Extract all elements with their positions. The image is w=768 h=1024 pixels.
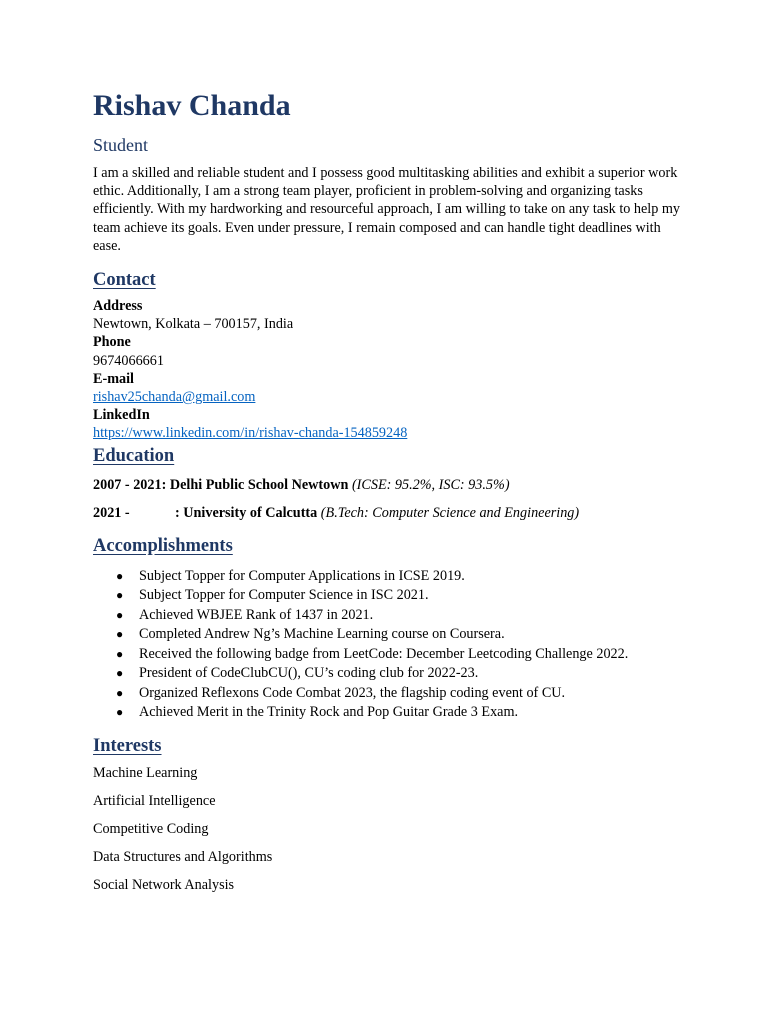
education-dates: 2007 - 2021: [93, 476, 167, 493]
interest-item: Artificial Intelligence [93, 792, 216, 809]
bullet-icon: ● [116, 705, 124, 720]
contact-heading: Contact [93, 270, 156, 291]
profile-summary: I am a skilled and reliable student and I possess good multitasking abilities and exhibit a superior work ethic. Additionally, I am a strong team player, proficient in problem-solving and organizing tasks efficiently. With my hardworking and resourceful approach, I am willing to take on any task to help my team achieve its goals. Even under pressure, I remain composed and can handle tight deadlines with ease. [93, 165, 680, 254]
email-link[interactable]: rishav25chanda@gmail.com [93, 389, 256, 406]
bullet-icon: ● [116, 568, 124, 583]
contact-section [93, 297, 688, 443]
accomplishment-text: Subject Topper for Computer Applications in ICSE 2019. [139, 567, 465, 584]
list-item [93, 664, 688, 684]
bullet-icon: ● [116, 685, 124, 700]
education-entry [93, 476, 688, 494]
interest-item: Social Network Analysis [93, 876, 235, 893]
linkedin-link[interactable]: https://www.linkedin.com/in/rishav-chanda-154859248 [93, 425, 408, 442]
email-label: E-mail [93, 370, 134, 387]
accomplishment-text: Organized Reflexons Code Combat 2023, the flagship coding event of CU. [139, 684, 566, 701]
education-detail: (B.Tech: Computer Science and Engineering) [320, 504, 580, 521]
list-item [93, 606, 688, 626]
education-detail: (ICSE: 95.2%, ISC: 93.5%) [351, 476, 510, 493]
accomplishments-heading: Accomplishments [93, 535, 233, 556]
bullet-icon: ● [116, 646, 124, 661]
interests-heading: Interests [93, 735, 162, 756]
accomplishment-text: President of CodeClubCU(), CU’s coding club for 2022-23. [139, 665, 479, 682]
education-institution: : University of Calcutta [175, 504, 318, 521]
list-item [93, 625, 688, 645]
education-institution: Delhi Public School Newtown [169, 476, 349, 493]
bullet-icon: ● [116, 666, 124, 681]
education-entry [93, 504, 688, 522]
accomplishment-text: Achieved WBJEE Rank of 1437 in 2021. [139, 606, 374, 623]
bullet-icon: ● [116, 627, 124, 642]
education-heading: Education [93, 445, 175, 466]
list-item [93, 645, 688, 665]
list-item [93, 703, 688, 723]
accomplishment-text: Received the following badge from LeetCode: December Leetcoding Challenge 2022. [139, 645, 629, 662]
phone-label: Phone [93, 334, 131, 351]
accomplishment-text: Subject Topper for Computer Science in ISC 2021. [139, 587, 429, 604]
interest-item: Machine Learning [93, 764, 198, 781]
accomplishment-text: Completed Andrew Ng’s Machine Learning course on Coursera. [139, 626, 505, 643]
bullet-icon: ● [116, 588, 124, 603]
list-item [93, 567, 688, 587]
address-label: Address [93, 298, 143, 315]
linkedin-label: LinkedIn [93, 407, 150, 424]
accomplishments-list [93, 567, 688, 723]
address-value: Newtown, Kolkata – 700157, India [93, 316, 294, 333]
bullet-icon: ● [116, 607, 124, 622]
accomplishment-text: Achieved Merit in the Trinity Rock and Pop Guitar Grade 3 Exam. [139, 704, 519, 721]
education-dates: 2021 - [93, 504, 130, 521]
interests-list [93, 764, 688, 894]
candidate-name: Rishav Chanda [93, 89, 291, 122]
interest-item: Data Structures and Algorithms [93, 848, 273, 865]
list-item [93, 586, 688, 606]
interest-item: Competitive Coding [93, 820, 209, 837]
candidate-role: Student [93, 135, 149, 155]
list-item [93, 684, 688, 704]
phone-value: 9674066661 [93, 352, 164, 369]
